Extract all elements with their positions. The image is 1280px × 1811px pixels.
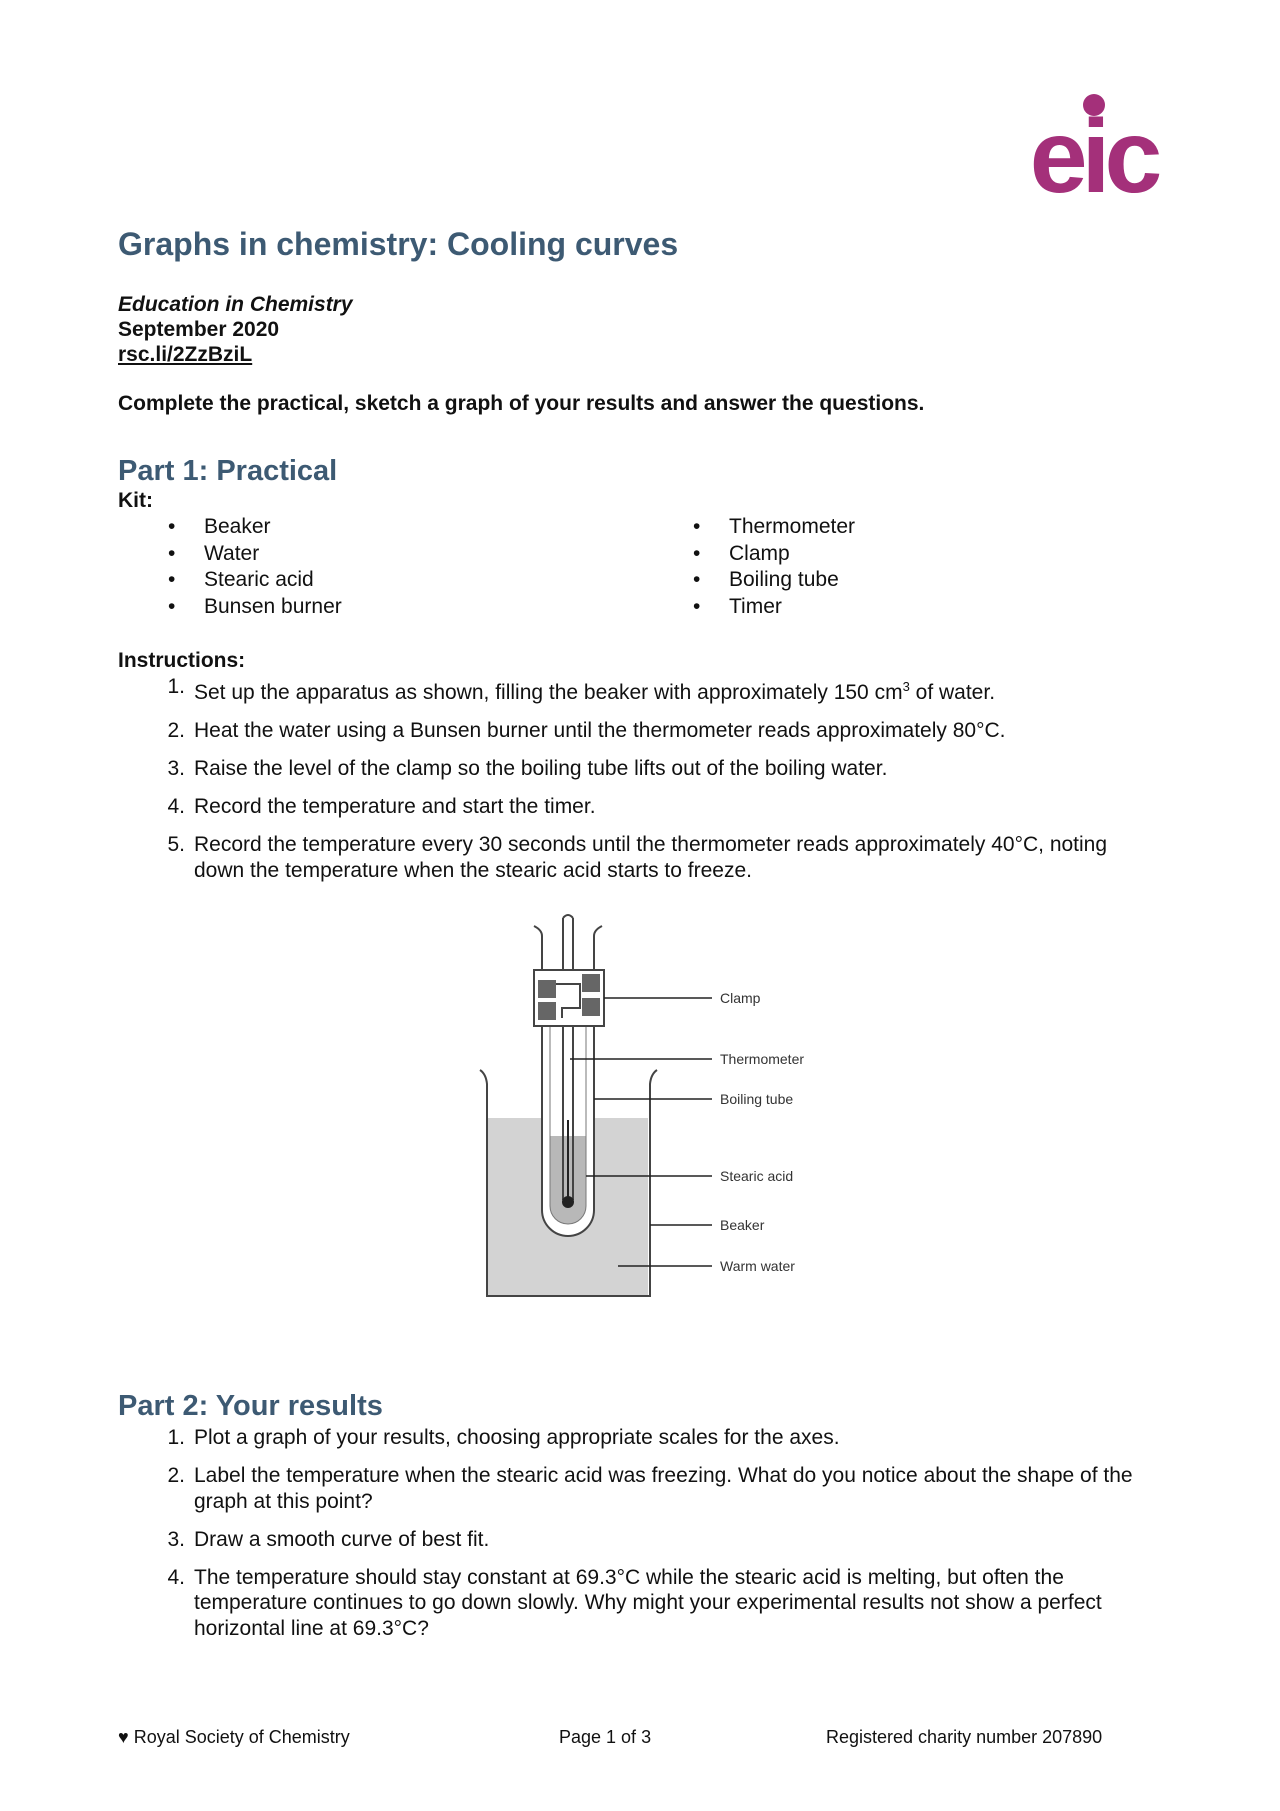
clamp-jaw <box>538 1002 556 1020</box>
label-thermometer: Thermometer <box>720 1051 805 1067</box>
publication-meta <box>118 292 353 367</box>
apparatus-diagram <box>458 910 828 1330</box>
tube-lip-left <box>534 926 542 936</box>
results-list <box>155 1425 1165 1654</box>
kit-item: • Timer <box>693 594 782 618</box>
clamp-jaw <box>538 980 556 998</box>
label-clamp: Clamp <box>720 990 761 1006</box>
instruction-item: 4. Record the temperature and start the timer. <box>167 795 596 818</box>
results-item: 3. Draw a smooth curve of best fit. <box>167 1527 490 1551</box>
label-warm-water: Warm water <box>720 1258 795 1274</box>
kit-item: • Thermometer <box>693 515 856 538</box>
publication-name: Education in Chemistry <box>118 293 353 316</box>
part2-heading: Part 2: Your results <box>118 1390 383 1422</box>
instruction-item: 2. Heat the water using a Bunsen burner until the thermometer reads approximately 80°C. <box>167 719 1006 742</box>
kit-item: • Stearic acid <box>168 568 314 591</box>
label-stearic-acid: Stearic acid <box>720 1168 794 1184</box>
kit-label: Kit: <box>118 489 153 512</box>
clamp-jaw <box>582 974 600 992</box>
kit-item: • Clamp <box>693 541 790 565</box>
intro-text: Complete the practical, sketch a graph of your results and answer the questions. <box>118 392 925 415</box>
footer-page-number: Page 1 of 3 <box>559 1727 652 1747</box>
tube-lip-right <box>594 926 602 936</box>
kit-item: • Bunsen burner <box>168 594 342 618</box>
kit-list-right <box>693 514 855 620</box>
footer-charity-number: Registered charity number 207890 <box>826 1727 1103 1747</box>
instruction-item: 1. Set up the apparatus as shown, filling the beaker with approximately 150 $cm^3$ of water. <box>167 675 996 704</box>
publication-date: September 2020 <box>118 318 280 341</box>
article-link[interactable]: rsc.li/2ZzBziL <box>118 343 253 366</box>
kit-item: • Water <box>168 541 260 565</box>
page-title: Graphs in chemistry: Cooling curves <box>118 226 679 262</box>
kit-item: • Beaker <box>168 515 271 538</box>
label-beaker: Beaker <box>720 1217 765 1233</box>
results-item: 2. Label the temperature when the stearic acid was freezing. What do you notice about the shape of the graph at this point? <box>167 1464 1133 1513</box>
clamp-jaw <box>582 998 600 1016</box>
results-item: 4. The temperature should stay constant at 69.3°C while the stearic acid is melting, but often the temperature continues to go down slowly. Why might your experimental results not show a perfect horizontal line at 69.3°C? <box>167 1565 1102 1640</box>
logo-text: eic <box>1029 99 1157 202</box>
footer-organisation: ♥ Royal Society of Chemistry <box>118 1727 350 1747</box>
results-item: 1. Plot a graph of your results, choosing appropriate scales for the axes. <box>167 1426 840 1449</box>
part1-heading: Part 1: Practical <box>118 455 338 487</box>
eic-logo <box>1018 92 1168 202</box>
kit-item: • Boiling tube <box>693 568 839 591</box>
instruction-item: 5. Record the temperature every 30 seconds until the thermometer reads approximately 40°C, noting down the temperature when the stearic acid starts to freeze. <box>167 833 1108 882</box>
label-boiling-tube: Boiling tube <box>720 1091 794 1107</box>
thermometer-bulb <box>562 1196 574 1208</box>
instruction-item: 3. Raise the level of the clamp so the boiling tube lifts out of the boiling water. <box>167 757 888 780</box>
kit-list-left <box>168 514 342 620</box>
instructions-list <box>155 674 1155 896</box>
instructions-label: Instructions: <box>118 649 246 672</box>
